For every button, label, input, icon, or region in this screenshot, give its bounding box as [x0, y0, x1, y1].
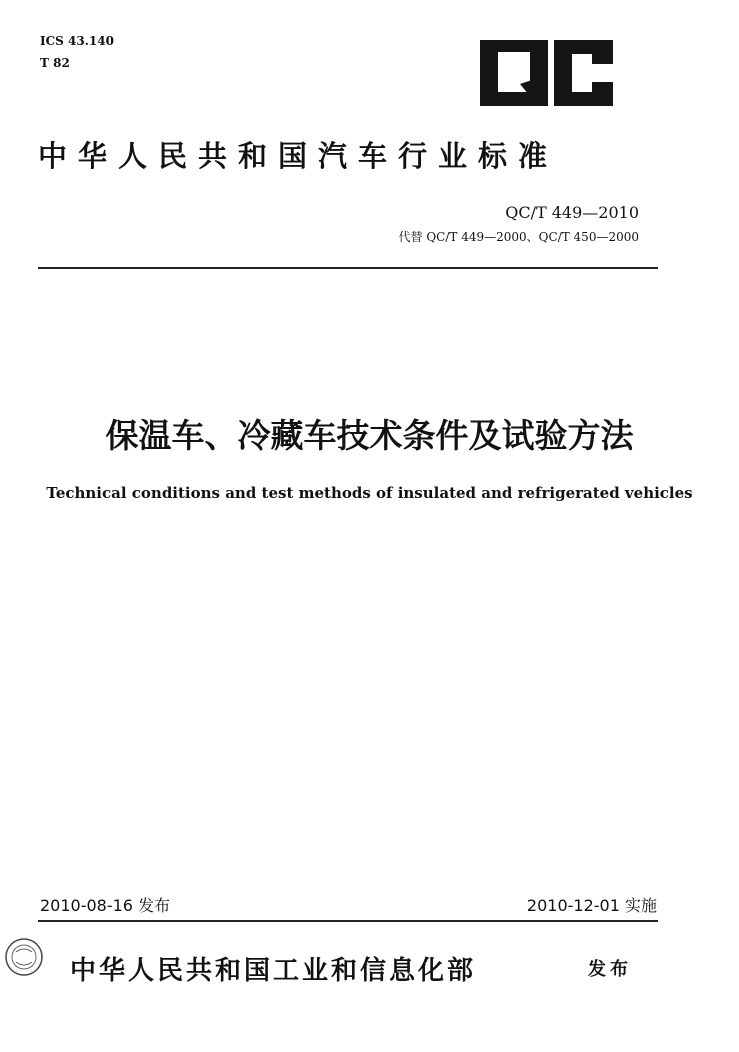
standard-number: QC/T 449—2010	[505, 203, 639, 222]
library-stamp-icon	[2, 928, 46, 986]
issuing-authority: 中华人民共和国工业和信息化部	[70, 956, 477, 986]
issue-date: 2010-08-16 发布	[40, 896, 171, 915]
qc-logo	[480, 40, 613, 106]
document-title-english: Technical conditions and test methods of insulated and refrigerated vehicles	[46, 484, 693, 502]
issuing-verb: 发布	[588, 959, 632, 980]
footer-divider	[38, 920, 658, 922]
category-code: T 82	[40, 56, 70, 70]
classification-codes	[40, 30, 114, 74]
ics-code: ICS 43.140	[40, 34, 114, 48]
standard-category-title: 中华人民共和国汽车行业标准	[38, 139, 559, 173]
header-divider	[38, 267, 658, 269]
replaces-standards: 代替 QC/T 449—2000、QC/T 450—2000	[398, 230, 639, 244]
document-title-chinese: 保温车、冷藏车技术条件及试验方法	[105, 416, 634, 455]
implementation-date: 2010-12-01 实施	[526, 896, 657, 915]
